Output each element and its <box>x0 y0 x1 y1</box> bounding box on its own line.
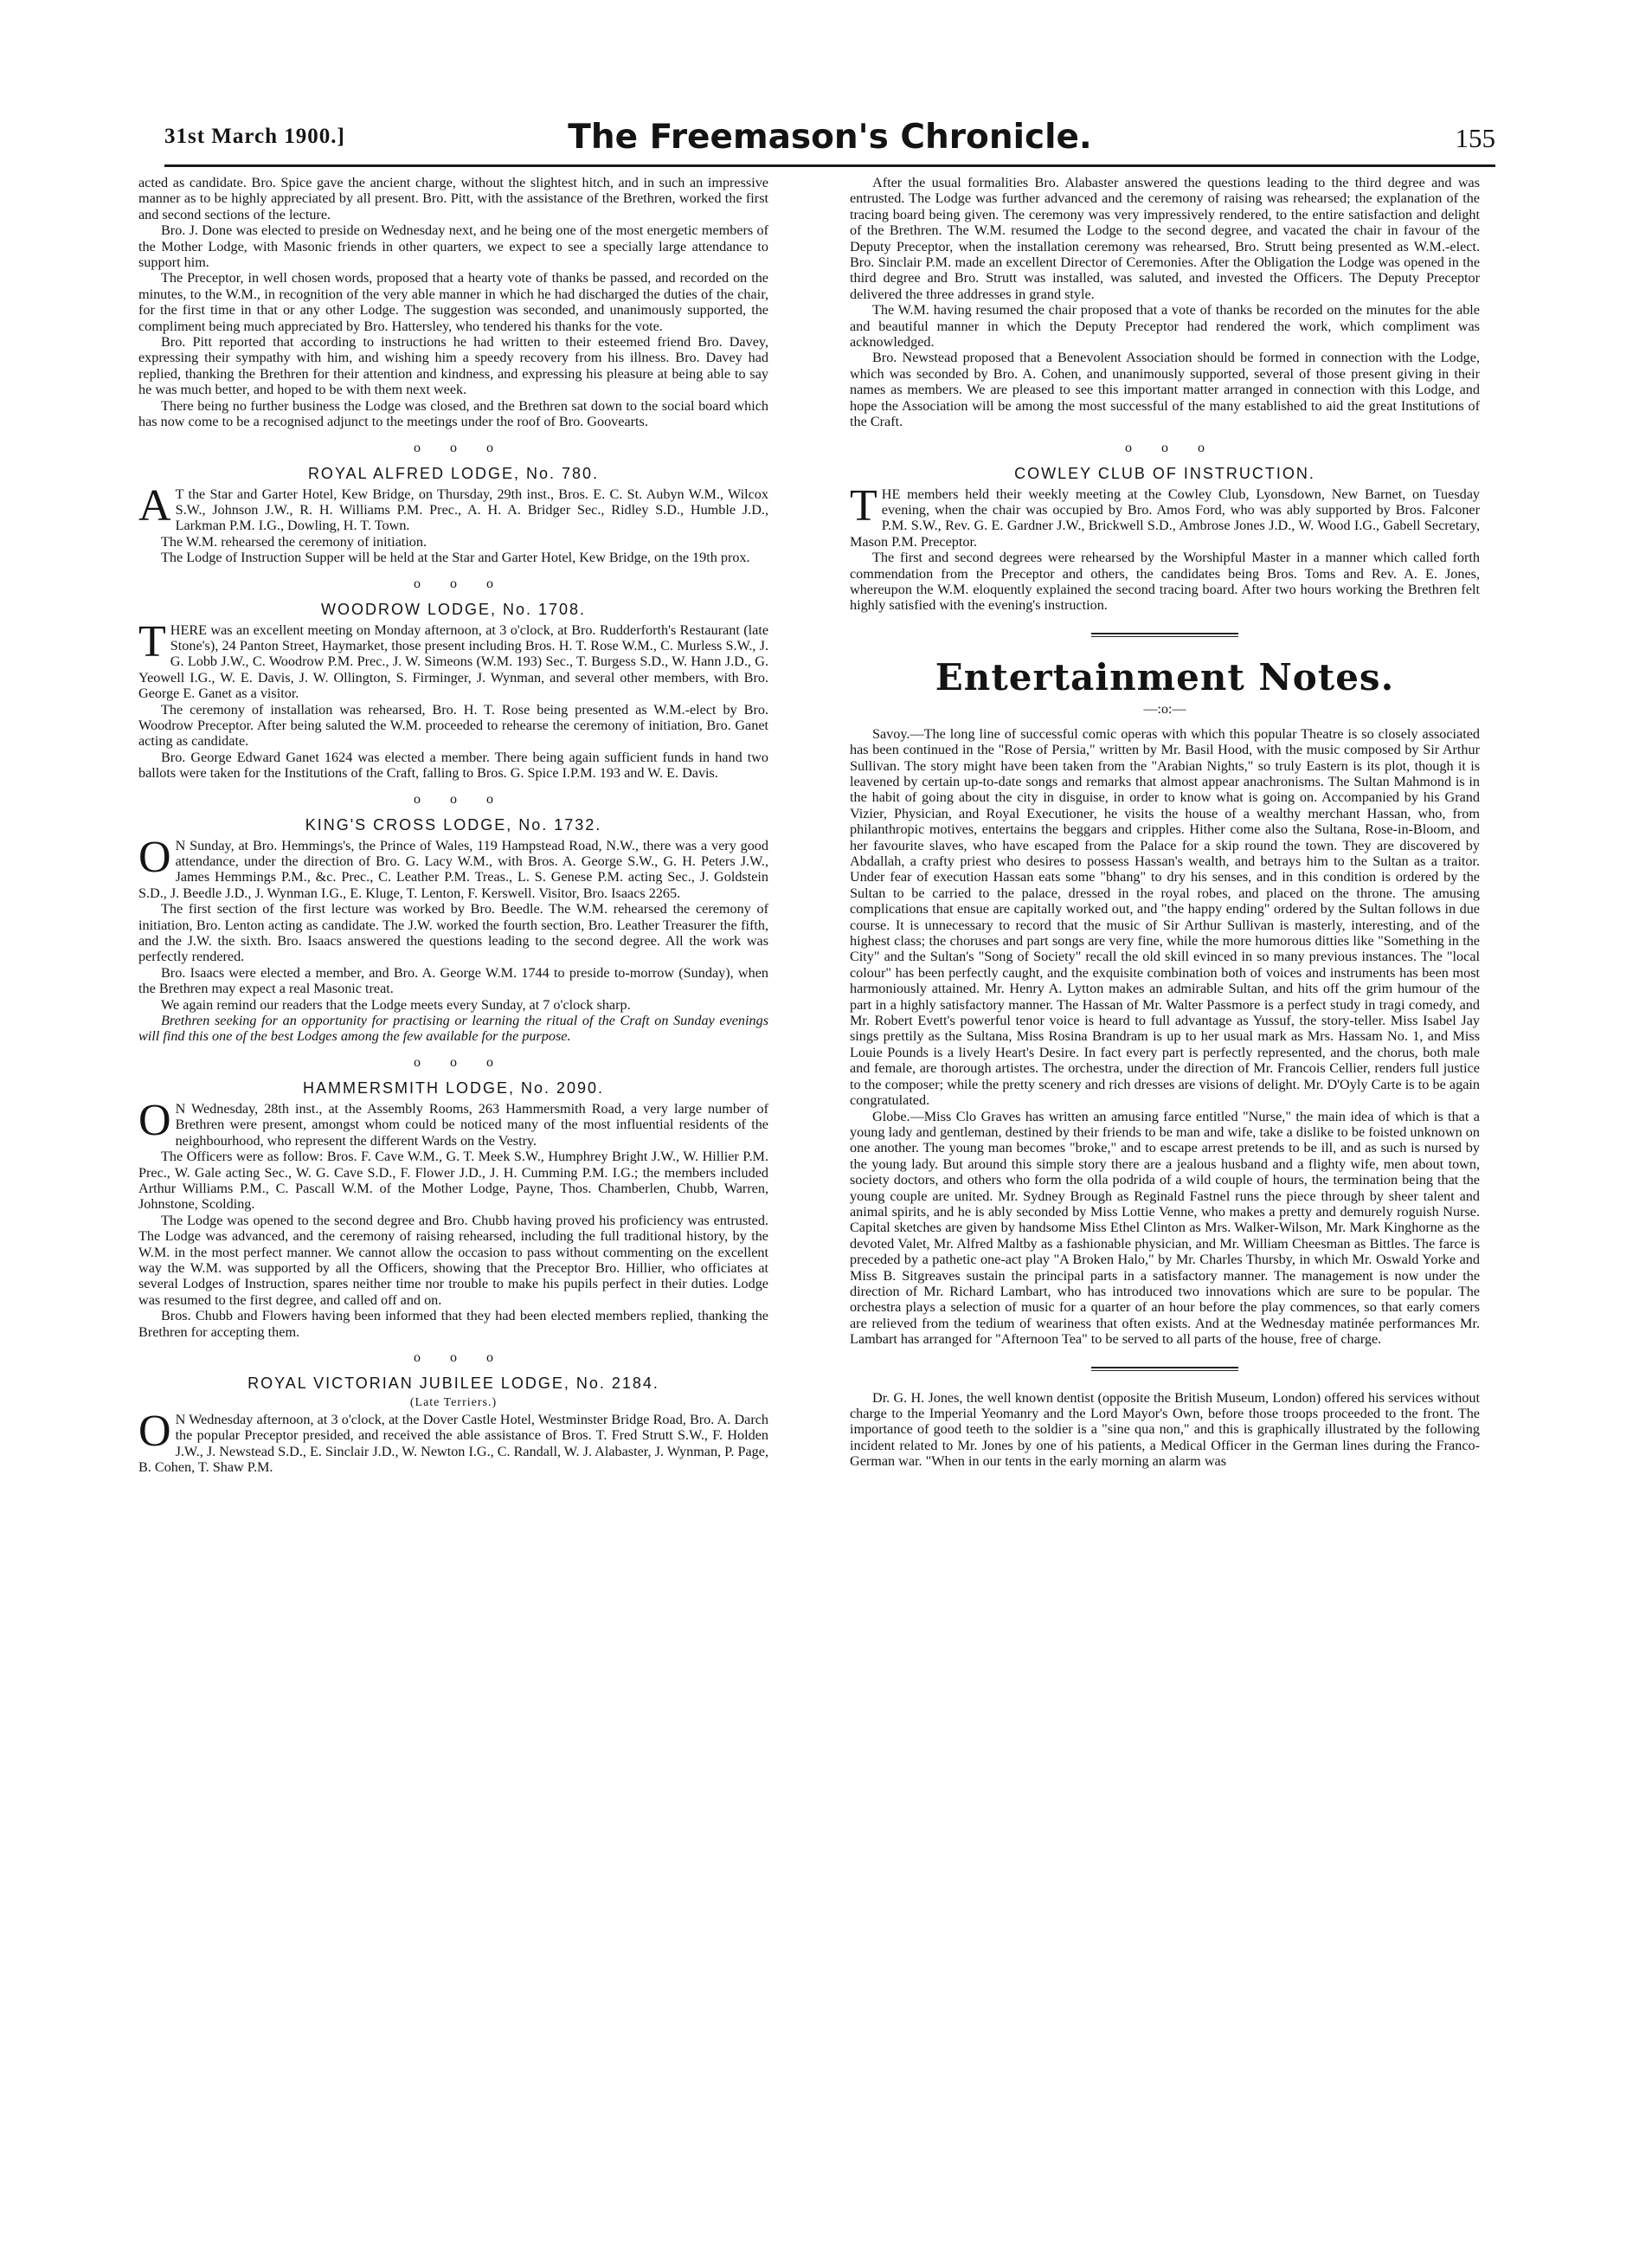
left-column <box>138 175 768 1476</box>
running-header <box>164 118 1495 159</box>
paragraph: The W.M. rehearsed the ceremony of initiation. <box>161 533 427 550</box>
lodge-heading: ROYAL VICTORIAN JUBILEE LODGE, No. 2184. <box>247 1374 659 1392</box>
paragraph: THE members held their weekly meeting at the Cowley Club, Lyonsdown, New Barnet, on Tuesday evening, when the chair was occupied by Bro. Amos Ford, who was ably supported by Bros. Falconer P.M. S.W., Rev. G. E. Gardner J.W., Brickwell S.D., Ambrose Jones J.D., W. Wood I.G., Gabell Secretary, Mason P.M. Preceptor. <box>850 480 1480 550</box>
club-heading: COWLEY CLUB OF INSTRUCTION. <box>1014 464 1315 482</box>
paragraph: We again remind our readers that the Lodge meets every Sunday, at 7 o'clock sharp. <box>161 996 631 1013</box>
section-separator: o o o <box>414 576 493 591</box>
paragraph: There being no further business the Lodge was closed, and the Brethren sat down to the social board which has now come to be a recognised adjunct to the meetings under the roof of Bro. Goovearts. <box>138 397 768 430</box>
drop-cap: A <box>138 480 171 531</box>
drop-cap: O <box>138 1406 171 1456</box>
lodge-heading: HAMMERSMITH LODGE, No. 2090. <box>302 1078 605 1097</box>
header-rule <box>164 164 1495 167</box>
drop-cap: O <box>138 832 171 882</box>
paragraph: The Lodge of Instruction Supper will be held at the Star and Garter Hotel, Kew Bridge, on the 19th prox. <box>161 550 750 566</box>
section-separator: o o o <box>414 1054 493 1070</box>
paragraph: After the usual formalities Bro. Alabaster answered the questions leading to the third degree and was entrusted. The Lodge was further advanced and the ceremony of raising was rehearsed; the explanation of the tracing board being given. The ceremony was very impressively rendered, to the entire satisfaction and delight of the Brethren. The W.M. resumed the Lodge to the second degree, and vacated the chair in favour of the Deputy Preceptor, when the installation ceremony was rehearsed, Bro. Strutt being presented as W.M.-elect. Bro. Sinclair P.M. made an excellent Director of Ceremonies. After the Obligation the Lodge was opened in the third degree and Bro. Strutt was installed, was saluted, and invested the Officers. The Deputy Preceptor delivered the three addresses in grand style. <box>850 175 1480 302</box>
section-separator: o o o <box>414 1349 493 1365</box>
lodge-subheading: (Late Terriers.) <box>409 1395 498 1409</box>
paragraph: THERE was an excellent meeting on Monday afternoon, at 3 o'clock, at Bro. Rudderforth's Restaurant (late Stone's), 24 Panton Street, Haymarket, those present including Bros. H. T. Rose W.M., C. Murless S.W., J. G. Lobb J.W., C. Woodrow P.M. Prec., J. W. Simeons (W.M. 193) Sec., T. Burgess S.D., W. Hann J.D., G. Yeowell I.G., W. E. Davis, J. W. Ollington, S. Firminger, J. Wynman, and several other members, with Bro. George E. Ganet as a visitor. <box>138 616 768 702</box>
drop-cap: O <box>138 1095 171 1145</box>
paragraph: Brethren seeking for an opportunity for practising or learning the ritual of the Craft on Sunday evenings will find this one of the best Lodges among the few available for the purpose. <box>138 1013 768 1045</box>
paragraph: Bro. Isaacs were elected a member, and Bro. A. George W.M. 1744 to preside to-morrow (Sunday), when the Brethren may expect a real Masonic treat. <box>138 964 768 997</box>
paragraph: The Officers were as follow: Bros. F. Cave W.M., G. T. Meek S.W., Humphrey Bright J.W., W. Hillier P.M. Prec., W. Gale acting Sec., W. G. Cave S.D., F. Flower J.D., J. H. Cumming P.M. I.G.; the members included Arthur Williams P.M., C. Pascall W.M. of the Mother Lodge, Payne, Thos. Chamberlen, Chubb, Warren, Johnstone, Scolding. <box>138 1149 768 1213</box>
drop-cap: T <box>850 480 877 531</box>
issue-date: 31st March 1900.] <box>164 125 345 148</box>
right-column <box>850 175 1480 1470</box>
paragraph: The Lodge was opened to the second degree and Bro. Chubb having proved his proficiency was entrusted. The Lodge was advanced, and the ceremony of raising rehearsed, including the full traditional history, by the W.M. in the most perfect manner. We cannot allow the occasion to pass without commenting on the excellent way the W.M. was supported by all the Officers, showing that the Preceptor Bro. Hillier, who officiates at several Lodges of Instruction, spares neither time nor trouble to make his pupils perfect in their duties. Lodge was resumed to the first degree, and called off and on. <box>138 1212 768 1308</box>
section-separator: o o o <box>1125 440 1205 455</box>
paragraph: The first and second degrees were rehearsed by the Worshipful Master in a manner which called forth commendation from the Preceptor and others, the candidates being Bros. Toms and Rev. A. E. Jones, whereupon the W.M. eloquently explained the second tracing board. After two hours working the Brethren felt highly satisfied with the evening's instruction. <box>850 550 1480 614</box>
paragraph: O N Sunday, at Bro. Hemmings's, the Prince of Wales, 119 Hampstead Road, N.W., there was a very good attendance, under the direction of Bro. G. Lacy W.M., with Bros. A. George S.W., G. H. Peters J.W., James Hemmings P.M., &c. Prec., C. Leather P.M. Treas., L. S. Genese P.M. acting Sec., J. Goldstein S.D., J. Beedle J.D., J. Wynman I.G., E. Kluge, T. Lenton, F. Kerswell. Visitor, Bro. Isaacs 2265. <box>138 832 768 901</box>
paragraph: The ceremony of installation was rehearsed, Bro. H. T. Rose being presented as W.M.-elect by Bro. Woodrow Preceptor. After being saluted the W.M. proceeded to rehearse the ceremony of initiation, Bro. Ganet acting as candidate. <box>138 701 768 750</box>
paragraph: Bro. Newstead proposed that a Benevolent Association should be formed in connection with the Lodge, which was seconded by Bro. A. Cohen, and unanimously supported, several of those present giving in their names as members. We are pleased to see this important matter arranged in connection with this Lodge, and hope the Association will be among the most successful of the many established to aid the great Institutions of the Craft. <box>850 350 1480 430</box>
section-separator: o o o <box>414 440 493 455</box>
lodge-heading: KING'S CROSS LODGE, No. 1732. <box>305 815 602 834</box>
section-separator: o o o <box>414 791 493 807</box>
section-ornament: —:o:— <box>1143 701 1186 717</box>
drop-cap: T <box>138 616 166 666</box>
paragraph: acted as candidate. Bro. Spice gave the ancient charge, without the slightest hitch, and in such an impressive manner as to be highly appreciated by all present. Bro. Pitt, with the assistance of the Brethren, worked the first and second sections of the lecture. <box>138 175 768 222</box>
section-rule <box>1091 1367 1238 1371</box>
paragraph: The first section of the first lecture was worked by Bro. Beedle. The W.M. rehearsed the ceremony of initiation, Bro. Lenton acting as candidate. The J.W. worked the fourth section, Bro. Leather Treasurer the fifth, and the J.W. the sixth. Bro. Isaacs answered the questions leading to the second degree. All the work was perfectly rendered. <box>138 901 768 965</box>
paragraph: Bro. Pitt reported that according to instructions he had written to their esteemed friend Bro. Davey, expressing their sympathy with him, and wishing him a speedy recovery from his illness. Bro. Davey had replied, thanking the Brethren for their attention and kindness, and expressing his pleasure at being able to say he was much better, and hoped to be with them next week. <box>138 334 768 398</box>
paragraph: Savoy.—The long line of successful comic operas with which this popular Theatre is so closely associated has been continued in the "Rose of Persia," written by Mr. Basil Hood, with the music composed by Sir Arthur Sullivan. The story might have been taken from the "Arabian Nights," so truly Eastern is its plot, though it is leavened by certain up-to-date songs and remarks that almost appear anachronisms. The Sultan Mahmond is in the habit of going about the city in disguise, in order to know what is going on. Accompanied by his Grand Vizier, Physician, and Royal Executioner, he visits the house of a wealthy merchant Hassan, who, from philanthropic motives, entertains the beggars and cripples. Hither come also the Sultana, Rose-in-Bloom, and her favourite slaves, who have escaped from the Palace for a skip round the town. They are discovered by Abdallah, a crafty priest who desires to possess Hassan's wealth, and betrays him to the Sultan as a traitor. Under fear of execution Hassan eats some "bhang" to dry his senses, and in this condition is ordered by the Sultan to be carried to the palace, dressed in the royal robes, and placed on the throne. The amusing complications that ensue are capitally worked out, and "the happy ending" ordered by the Sultan follows in due course. It is unnecessary to record that the music of Sir Arthur Sullivan is masterly, interesting, and of the highest class; the choruses and part songs are very fine, while the more humorous ditties like "Something in the City" and the Sultan's "Song of Society" recall the old skill evinced in so many previous instances. The "local colour" has been perfectly caught, and the exquisite combination both of voices and instruments has been most harmoniously attained. Mr. Henry A. Lytton makes an admirable Sultan, and hits off the grim humour of the part in a highly satisfactory manner. The Hassan of Mr. Walter Passmore is a perfect study in tragi comedy, and Mr. Robert Evett's powerful tenor voice is heard to full advantage as Yussuf, the story-teller. Miss Isabel Jay sings prettily as the Sultana, Miss Rosina Brandram is up to her usual mark as Mrs. Hassam No. 1, and Miss Louie Pounds is a lively Heart's Desire. In fact every part is perfectly represented, and the chorus, both male and female, are thorough artistes. The orchestra, under the direction of Mr. Francois Cellier, renders full justice to the composer; while the pretty scenery and rich dresses are visions of delight. Mr. D'Oyly Carte is to be again congratulated. <box>850 725 1480 1109</box>
paragraph: Bro. George Edward Ganet 1624 was elected a member. There being again sufficient funds in hand two ballots were taken for the Institutions of the Craft, falling to Bros. G. Spice I.P.M. 193 and W. E. Davis. <box>138 749 768 782</box>
paragraph: O N Wednesday, 28th inst., at the Assembly Rooms, 263 Hammersmith Road, a very large number of Brethren were present, amongst whom could be noticed many of the most influential residents of the neighbourhood, who represent the different Wards on the Vestry. <box>138 1095 768 1149</box>
paragraph: Bro. J. Done was elected to preside on Wednesday next, and he being one of the most energetic members of the Mother Lodge, with Masonic friends in other quarters, we expect to see a specially large attendance to support him. <box>138 222 768 271</box>
section-title: Entertainment Notes. <box>935 655 1395 699</box>
section-rule <box>1091 633 1238 637</box>
lodge-heading: WOODROW LODGE, No. 1708. <box>320 600 587 618</box>
paragraph: Dr. G. H. Jones, the well known dentist (opposite the British Museum, London) offered his services without charge to the Imperial Yeomanry and the Lord Mayor's Own, before those troops proceeded to the front. The importance of good teeth to the soldier is a "sine qua non," and this is graphically illustrated by the following incident related to Mr. Jones by one of his patients, a Medical Officer in the German lines during the Franco-German war. "When in our tents in the early morning an alarm was <box>850 1389 1480 1470</box>
lodge-heading: ROYAL ALFRED LODGE, No. 780. <box>307 464 600 482</box>
paragraph: O N Wednesday afternoon, at 3 o'clock, at the Dover Castle Hotel, Westminster Bridge Road, Bro. A. Darch the popular Preceptor presided, and received the able assistance of Bros. T. Fred Strutt S.W., F. Holden J.W., J. Newstead S.D., E. Sinclair J.D., W. Newton I.G., C. Randall, W. J. Alabaster, J. Wynman, P. Page, B. Cohen, T. Shaw P.M. <box>138 1406 768 1476</box>
paragraph: Globe.—Miss Clo Graves has written an amusing farce entitled "Nurse," the main idea of which is that a young lady and gentleman, destined by their friends to be man and wife, take a dislike to be foisted unknown on one another. The young man becomes "broke," and to escape arrest pretends to be ill, and as such is nursed by the young lady. But around this simple story there are a jealous husband and a flighty wife, men about town, society doctors, and others who form the olla podrida of a wild couple of hours, the termination being that the young couple are united. Mr. Sydney Brough as Reginald Fastnel runs the piece through by sheer talent and animal spirits, and he is ably seconded by Miss Lottie Venne, who makes a pretty and demurely roguish Nurse. Capital sketches are given by handsome Miss Ethel Clinton as Mrs. Walker-Wilson, Mr. Mark Kinghorne as the devoted Valet, Mr. Alfred Maltby as a fashionable physician, and Mr. William Cheesman as Bittles. The farce is preceded by a pathetic one-act play "A Broken Halo," by Mr. Charles Thursby, in which Mr. Oswald Yorke and Miss B. Sitgreaves sustain the principal parts in a satisfactory manner. The management is now under the direction of Mr. Richard Lambart, who has introduced two innovations which are sure to be popular. The orchestra plays a selection of music for a quarter of an hour before the play commences, so that early comers are relieved from the tedium of weariness that often exists. And at the Wednesday matinée performances Mr. Lambart has arranged for "Afternoon Tea" to be served to all parts of the house, free of charge. <box>850 1108 1480 1348</box>
page-number: 155 <box>1455 123 1495 153</box>
paragraph: Bros. Chubb and Flowers having been informed that they had been elected members replied, thanking the Brethren for accepting them. <box>138 1308 768 1340</box>
paragraph: A T the Star and Garter Hotel, Kew Bridge, on Thursday, 29th inst., Bros. E. C. St. Aubyn W.M., Wilcox S.W., Johnson J.W., R. H. Williams P.M. Prec., A. H. A. Bridger Sec., Ridley S.D., Humble J.D., Larkman P.M. I.G., Dowling, H. T. Town. <box>138 480 768 534</box>
paragraph: The Preceptor, in well chosen words, proposed that a hearty vote of thanks be passed, and recorded on the minutes, to the W.M., in recognition of the very able manner in which he had discharged the duties of the chair, for the first time in that or any other Lodge. The suggestion was seconded, and unanimously supported, the compliment being much appreciated by Bro. Hattersley, who tendered his thanks for the vote. <box>138 270 768 334</box>
paragraph: The W.M. having resumed the chair proposed that a vote of thanks be recorded on the minutes for the able and beautiful manner in which the Deputy Preceptor had rendered the work, which compliment was acknowledged. <box>850 302 1480 351</box>
publication-title: The Freemason's Chronicle. <box>568 118 1092 157</box>
